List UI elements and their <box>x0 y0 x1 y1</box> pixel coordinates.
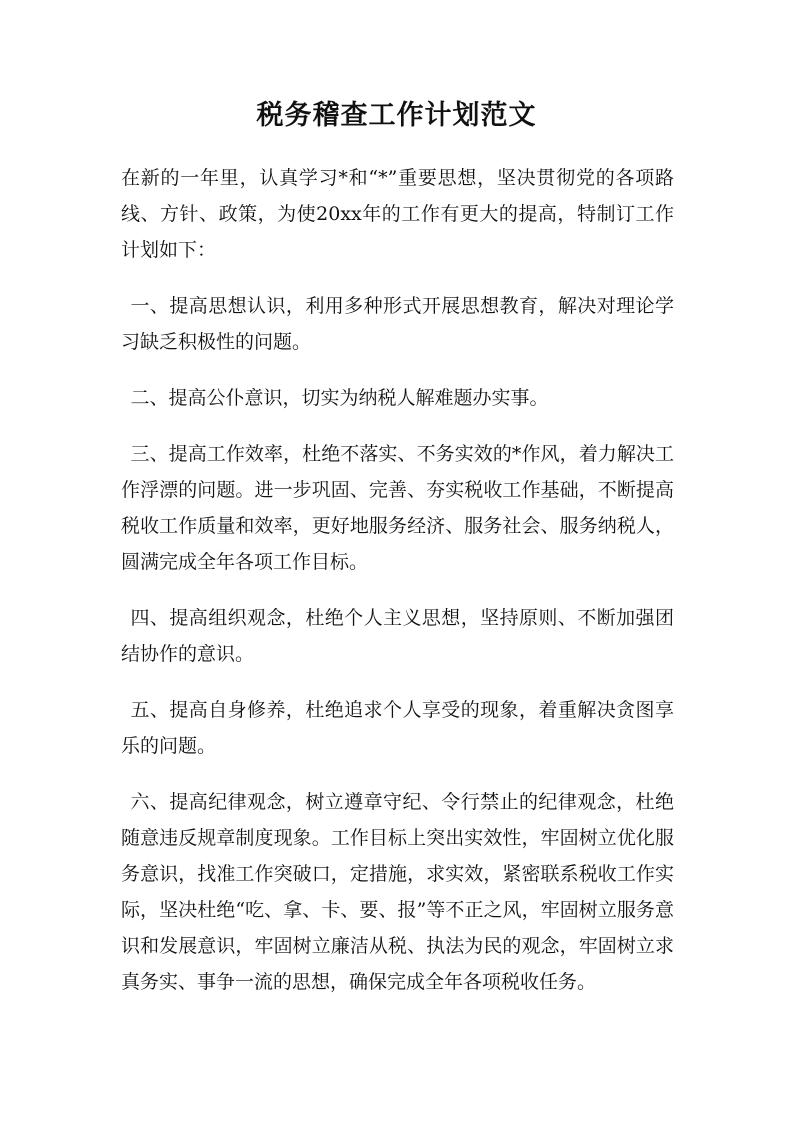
paragraph-item-5: 五、提高自身修养，杜绝追求个人享受的现象，着重解决贪图享乐的问题。 <box>121 699 674 757</box>
document-body <box>121 160 674 1020</box>
document-title: 税务稽查工作计划范文 <box>256 100 537 131</box>
paragraph-item-6: 六、提高纪律观念，树立遵章守纪、令行禁止的纪律观念，杜绝随意违反规章制度现象。工作目标上突出实效性，牢固树立优化服务意识，找准工作突破口，定措施，求实效，紧密联系税收工作实际，坚决杜绝“吃、拿、卡、要、报”等不正之风，牢固树立服务意识和发展意识，牢固树立廉洁从税、执法为民的观念，牢固树立求真务实、事争一流的思想，确保完成全年各项税收任务。 <box>121 791 674 993</box>
paragraph-item-3: 三、提高工作效率，杜绝不落实、不务实效的*作风，着力解决工作浮漂的问题。进一步巩固、完善、夯实税收工作基础，不断提高税收工作质量和效率，更好地服务经济、服务社会、服务纳税人，圆满完成全年各项工作目标。 <box>121 443 674 573</box>
paragraph-item-1: 一、提高思想认识，利用多种形式开展思想教育，解决对理论学习缺乏积极性的问题。 <box>121 295 674 353</box>
paragraph-intro: 在新的一年里，认真学习*和“*”重要思想，坚决贯彻党的各项路线、方针、政策，为使20xx年的工作有更大的提高，特制订工作计划如下： <box>121 167 674 261</box>
paragraph-item-2: 二、提高公仆意识，切实为纳税人解难题办实事。 <box>130 387 549 409</box>
paragraph-item-4: 四、提高组织观念，杜绝个人主义思想，坚持原则、不断加强团结协作的意识。 <box>121 607 674 665</box>
